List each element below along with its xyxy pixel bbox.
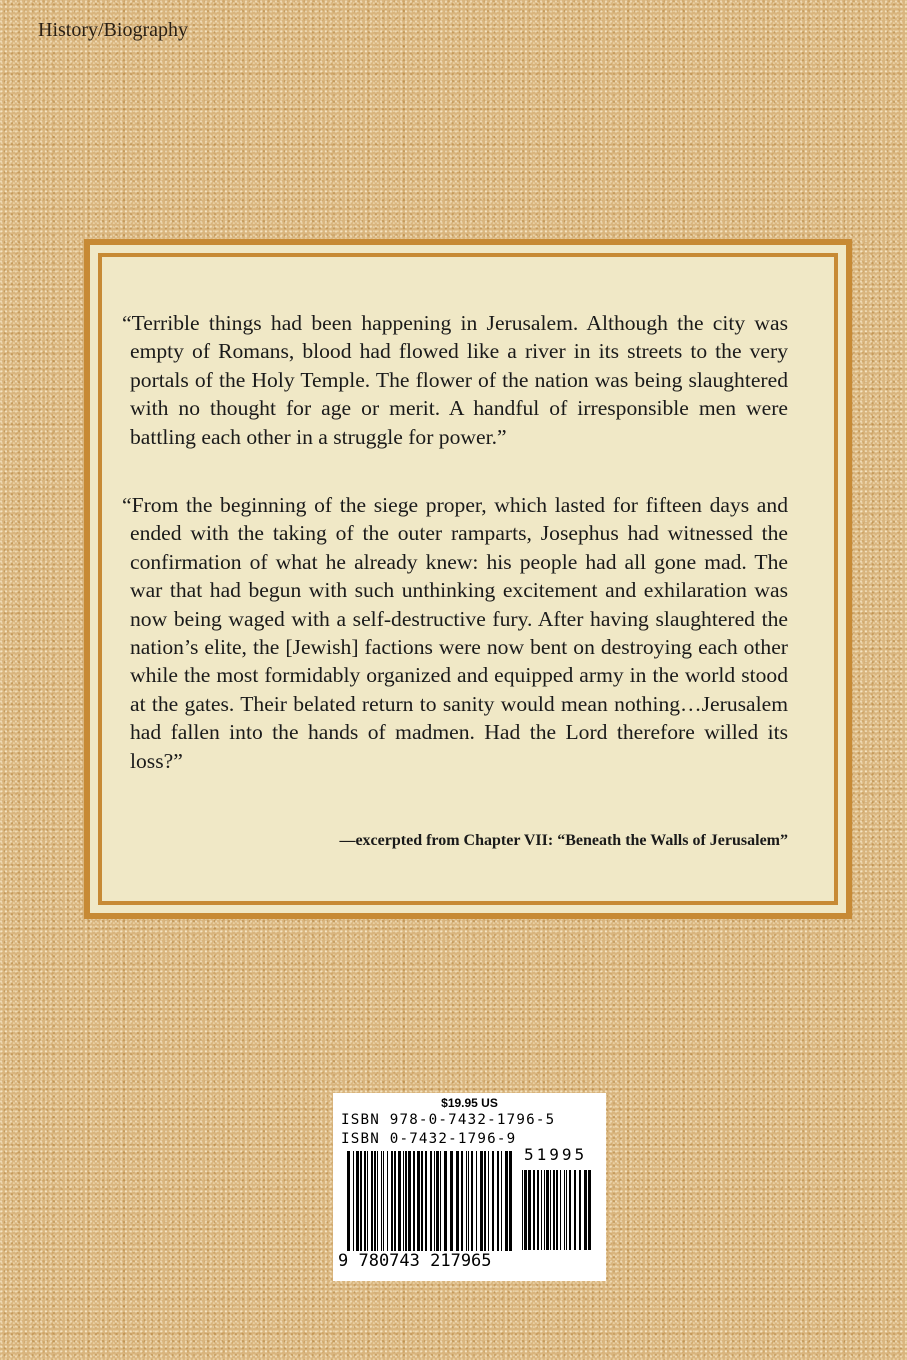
- barcode-bar: [381, 1151, 382, 1251]
- barcode-bar: [553, 1170, 555, 1250]
- barcode-bar: [391, 1151, 393, 1251]
- isbn13-label: ISBN 978-0-7432-1796-5: [341, 1112, 556, 1128]
- barcode-bar: [505, 1151, 508, 1251]
- price-label: $19.95 US: [441, 1096, 498, 1110]
- barcode-bar: [430, 1151, 432, 1251]
- barcode-bar: [471, 1151, 473, 1251]
- barcode-box: [333, 1093, 606, 1281]
- barcode-bar: [356, 1151, 359, 1251]
- barcode-bar: [509, 1151, 512, 1251]
- ean-digits: 9 780743 217965: [338, 1251, 492, 1271]
- isbn10-label: ISBN 0-7432-1796-9: [341, 1131, 517, 1147]
- barcode-bar: [405, 1151, 407, 1251]
- barcode-bar: [421, 1151, 423, 1251]
- barcode-bar: [364, 1151, 366, 1251]
- barcode-bar: [588, 1170, 591, 1250]
- barcode-bar: [444, 1151, 447, 1251]
- barcode-bar: [566, 1170, 567, 1250]
- barcode-bar: [360, 1151, 362, 1251]
- barcode-bar: [524, 1170, 527, 1250]
- barcode-bar: [367, 1151, 368, 1251]
- barcode-bar: [556, 1170, 558, 1250]
- barcode-bar: [564, 1170, 565, 1250]
- barcode-bar: [374, 1151, 376, 1251]
- barcode-bar: [387, 1151, 388, 1251]
- category-label: History/Biography: [38, 19, 188, 41]
- barcode-bar: [461, 1151, 463, 1251]
- barcode-bar: [579, 1170, 581, 1250]
- barcode-bar: [450, 1151, 453, 1251]
- barcode-bar: [569, 1170, 571, 1250]
- barcode-bar: [353, 1151, 354, 1251]
- barcode-bar: [533, 1170, 535, 1250]
- barcode-bar: [417, 1151, 420, 1251]
- barcode-bar: [560, 1170, 561, 1250]
- barcode-bar: [488, 1151, 489, 1251]
- barcode-bar: [425, 1151, 427, 1251]
- barcode-bar: [398, 1151, 401, 1251]
- barcode-bar: [434, 1151, 435, 1251]
- barcode-bar: [501, 1151, 502, 1251]
- excerpt-quote-2: “From the beginning of the siege proper, which lasted for fifteen days and ended with the taking of the outer ramparts, Josephus had witnessed the confirmation of what he already knew: his people had all gone mad. The war that had begun with such unthinking excitement and exhilaration was now being waged with a self-destructive fury. After having slaughtered the nation’s elite, the [Jewish] factions were now bent on destroying each other while the most formidably organized and equipped army in the world stood at the gates. Their belated return to sanity would mean nothing…Jerusalem had fallen into the hands of madmen. Had the Lord therefore willed its loss?”: [122, 493, 788, 773]
- barcode-bar: [574, 1170, 576, 1250]
- barcode-bar: [522, 1170, 523, 1250]
- barcode-bar: [394, 1151, 396, 1251]
- barcode-bar: [408, 1151, 411, 1251]
- barcode-bar: [436, 1151, 439, 1251]
- barcode-bar: [544, 1170, 545, 1250]
- barcode-bar: [476, 1151, 477, 1251]
- barcode-bar: [550, 1170, 551, 1250]
- barcode-bar: [492, 1151, 494, 1251]
- barcode-bar: [466, 1151, 467, 1251]
- barcode-bar: [497, 1151, 499, 1251]
- barcode-bar: [541, 1170, 542, 1250]
- barcode-bar: [440, 1151, 441, 1251]
- barcode-bar: [528, 1170, 531, 1250]
- addon-barcode: [522, 1170, 596, 1250]
- barcode-bar: [403, 1151, 404, 1251]
- barcode-bar: [468, 1151, 469, 1251]
- barcode-bar: [377, 1151, 378, 1251]
- barcode-bar: [347, 1151, 350, 1251]
- excerpt-attribution: —excerpted from Chapter VII: “Beneath the Walls of Jerusalem”: [339, 832, 788, 849]
- barcode-bar: [456, 1151, 459, 1251]
- barcode-bar: [537, 1170, 539, 1250]
- barcode-bar: [480, 1151, 483, 1251]
- addon-digits: 51995: [524, 1145, 588, 1164]
- barcode-bar: [584, 1170, 587, 1250]
- barcode-bar: [484, 1151, 486, 1251]
- excerpt-quote-1: “Terrible things had been happening in Jerusalem. Although the city was empty of Romans, blood had flowed like a river in its streets to the very portals of the Holy Temple. The flower of the nation was being slaughtered with no thought for age or merit. A handful of irresponsible men were battling each other in a struggle for power.”: [122, 311, 788, 449]
- ean-barcode: [347, 1151, 517, 1251]
- barcode-bar: [413, 1151, 415, 1251]
- barcode-bar: [546, 1170, 549, 1250]
- barcode-bar: [371, 1151, 373, 1251]
- barcode-bar: [383, 1151, 384, 1251]
